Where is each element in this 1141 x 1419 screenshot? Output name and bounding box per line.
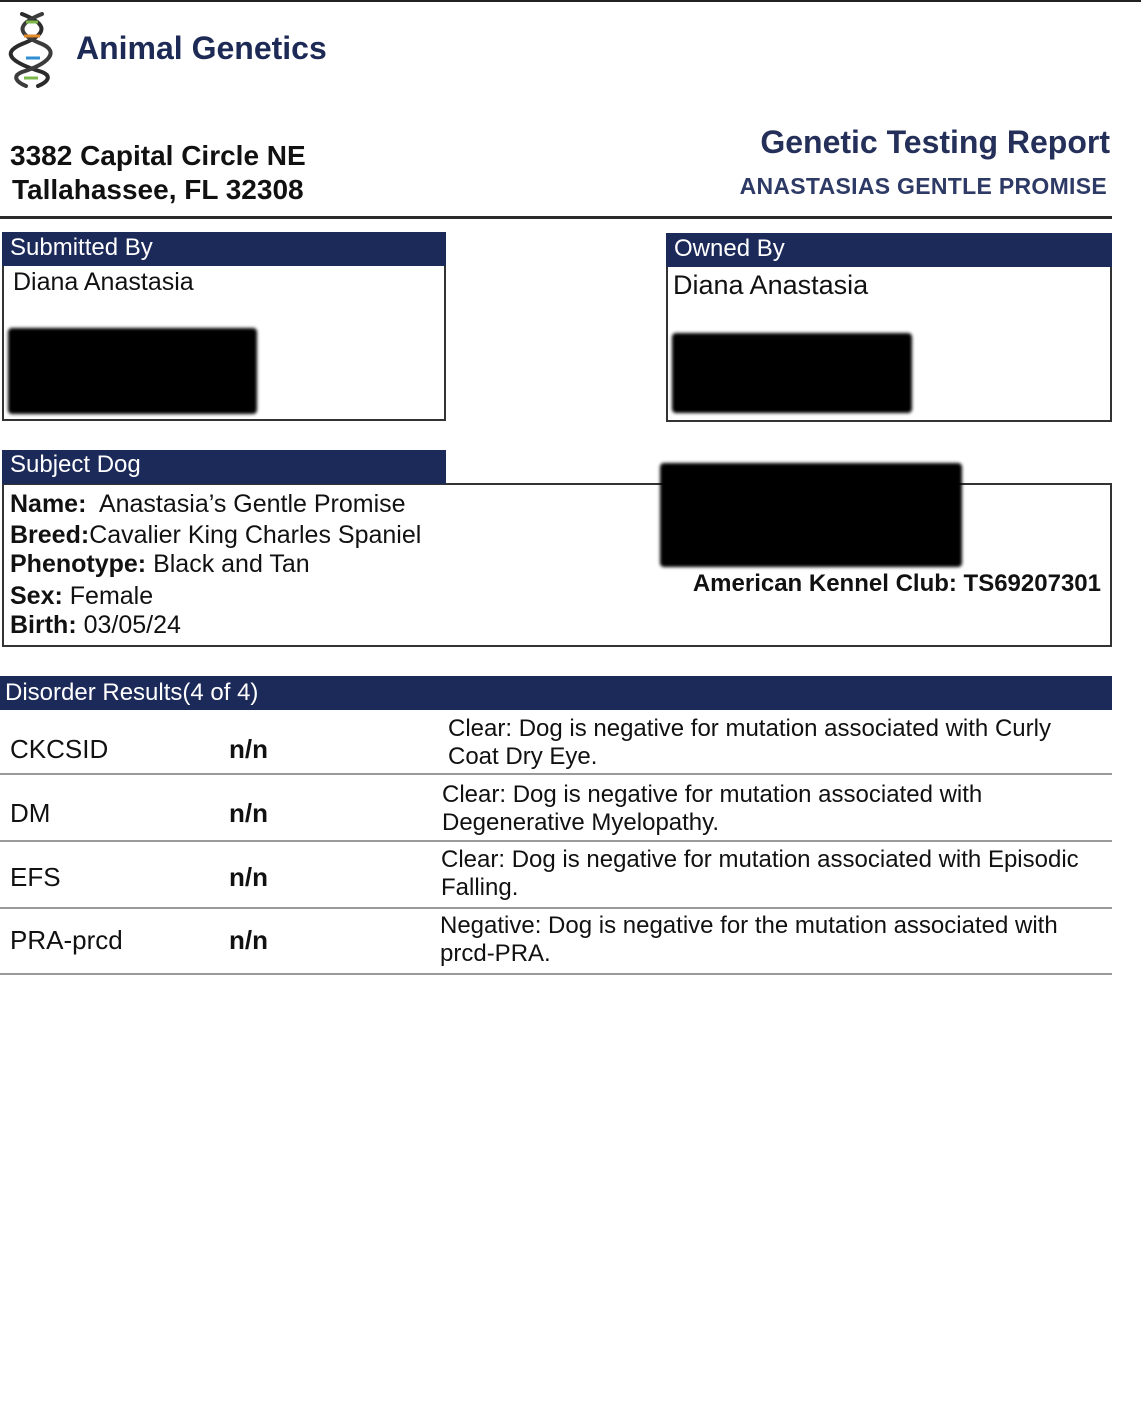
field-value: Black and Tan <box>153 550 310 578</box>
disorder-description <box>441 846 1111 902</box>
description-line: Degenerative Myelopathy. <box>442 809 720 836</box>
dog-birth-field <box>10 611 181 640</box>
top-border <box>0 0 1141 2</box>
table-row <box>0 909 1112 975</box>
genotype: n/n <box>229 925 268 955</box>
disorder-description <box>440 912 1110 968</box>
description-line: Clear: Dog is negative for mutation associated with Curly <box>448 715 1051 742</box>
disorder-description <box>442 781 1112 837</box>
field-label: Breed: <box>10 521 90 549</box>
field-label: Phenotype: <box>10 550 147 578</box>
field-value: Female <box>69 582 154 610</box>
address-line-1: 3382 Capital Circle NE <box>10 140 306 171</box>
description-line: Falling. <box>441 874 519 901</box>
dog-name-field <box>10 490 406 519</box>
dna-helix-icon <box>8 10 56 88</box>
genotype: n/n <box>229 734 268 764</box>
brand-name: Animal Genetics <box>76 30 327 66</box>
disorder-code: CKCSID <box>10 734 109 764</box>
row-divider <box>0 973 1112 975</box>
dog-phenotype-field <box>10 550 310 579</box>
subject-dog-heading: Subject Dog <box>2 450 446 484</box>
submitted-by-name: Diana Anastasia <box>13 268 194 296</box>
description-line: Clear: Dog is negative for mutation associated with Episodic <box>441 846 1079 873</box>
table-row <box>0 711 1112 775</box>
disorder-code: PRA-prcd <box>10 925 123 955</box>
redacted-block <box>672 333 912 413</box>
disorder-code: DM <box>10 798 51 828</box>
owned-by-name: Diana Anastasia <box>673 270 869 300</box>
header-divider <box>0 216 1112 219</box>
genotype: n/n <box>229 862 268 892</box>
table-row <box>0 775 1112 841</box>
field-label: Sex: <box>10 582 63 610</box>
submitted-by-heading: Submitted By <box>2 232 446 266</box>
field-value: 03/05/24 <box>83 611 181 639</box>
dog-breed-field <box>10 521 421 550</box>
field-value: Anastasia’s Gentle Promise <box>98 490 406 518</box>
genotype: n/n <box>229 798 268 828</box>
redacted-block <box>8 328 257 414</box>
redacted-block <box>660 463 962 567</box>
field-value: Cavalier King Charles Spaniel <box>89 521 422 549</box>
table-row <box>0 842 1112 908</box>
disorder-code: EFS <box>10 862 61 892</box>
disorder-description <box>448 715 1118 771</box>
description-line: prcd-PRA. <box>440 940 551 967</box>
report-title: Genetic Testing Report <box>760 124 1110 160</box>
akc-registration: American Kennel Club: TS69207301 <box>692 570 1101 597</box>
owned-by-heading: Owned By <box>666 233 1112 267</box>
disorder-results-heading: Disorder Results(4 of 4) <box>0 676 1112 710</box>
field-label: Name: <box>10 490 87 518</box>
description-line: Clear: Dog is negative for mutation associated with <box>442 781 983 808</box>
dog-sex-field <box>10 582 153 611</box>
field-label: Birth: <box>10 611 77 639</box>
address-line-2: Tallahassee, FL 32308 <box>12 174 304 205</box>
description-line: Coat Dry Eye. <box>448 743 598 770</box>
report-subtitle: ANASTASIAS GENTLE PROMISE <box>739 173 1107 199</box>
description-line: Negative: Dog is negative for the mutation associated with <box>440 912 1058 939</box>
